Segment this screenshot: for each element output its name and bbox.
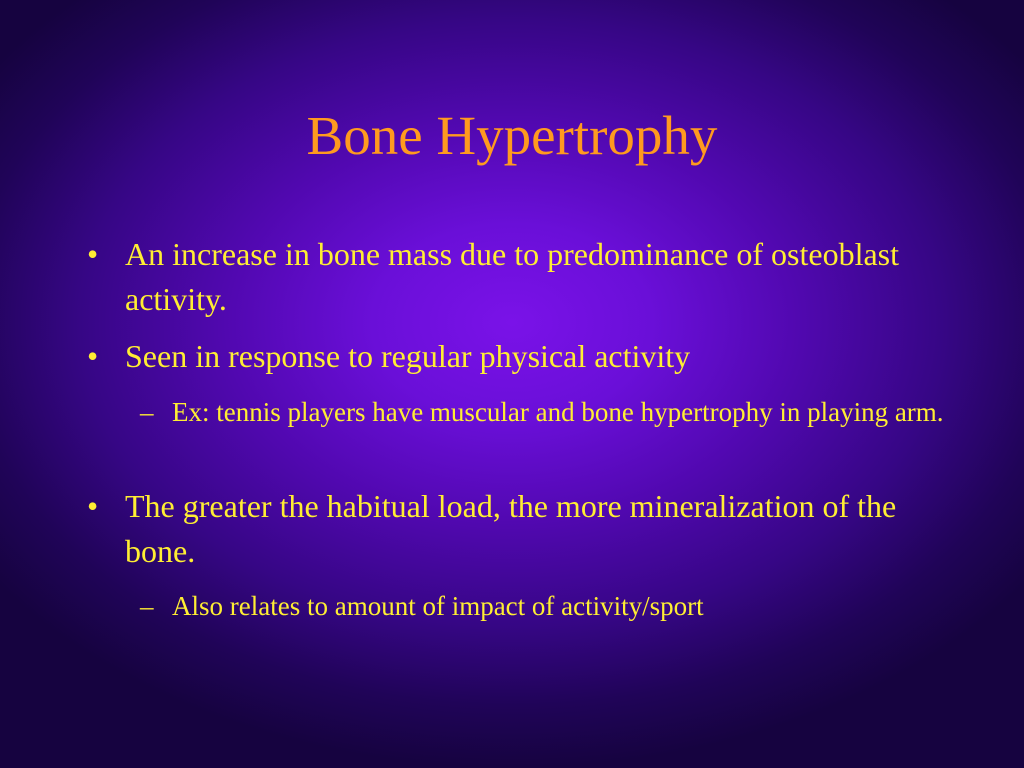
slide-title: Bone Hypertrophy	[306, 105, 718, 166]
bullet-text: An increase in bone mass due to predominance of osteoblast activity.	[125, 236, 899, 317]
bullet-item	[87, 484, 945, 574]
bullet-item	[87, 232, 945, 322]
bullet-text: Seen in response to regular physical activity	[125, 338, 691, 374]
sub-bullet-marker: –	[140, 397, 154, 427]
sub-bullet-text: Ex: tennis players have muscular and bone hypertrophy in playing arm.	[172, 397, 944, 427]
sub-bullet-text: Also relates to amount of impact of activity/sport	[172, 591, 704, 621]
sub-bullet-marker: –	[140, 591, 154, 621]
bullet-marker: •	[87, 488, 99, 524]
sub-bullet-item	[140, 586, 952, 626]
bullet-marker: •	[87, 236, 99, 272]
bullet-marker: •	[87, 338, 99, 374]
bullet-text: The greater the habitual load, the more mineralization of the bone.	[125, 488, 897, 569]
sub-bullet-item	[140, 392, 952, 432]
bullet-item	[87, 334, 945, 379]
